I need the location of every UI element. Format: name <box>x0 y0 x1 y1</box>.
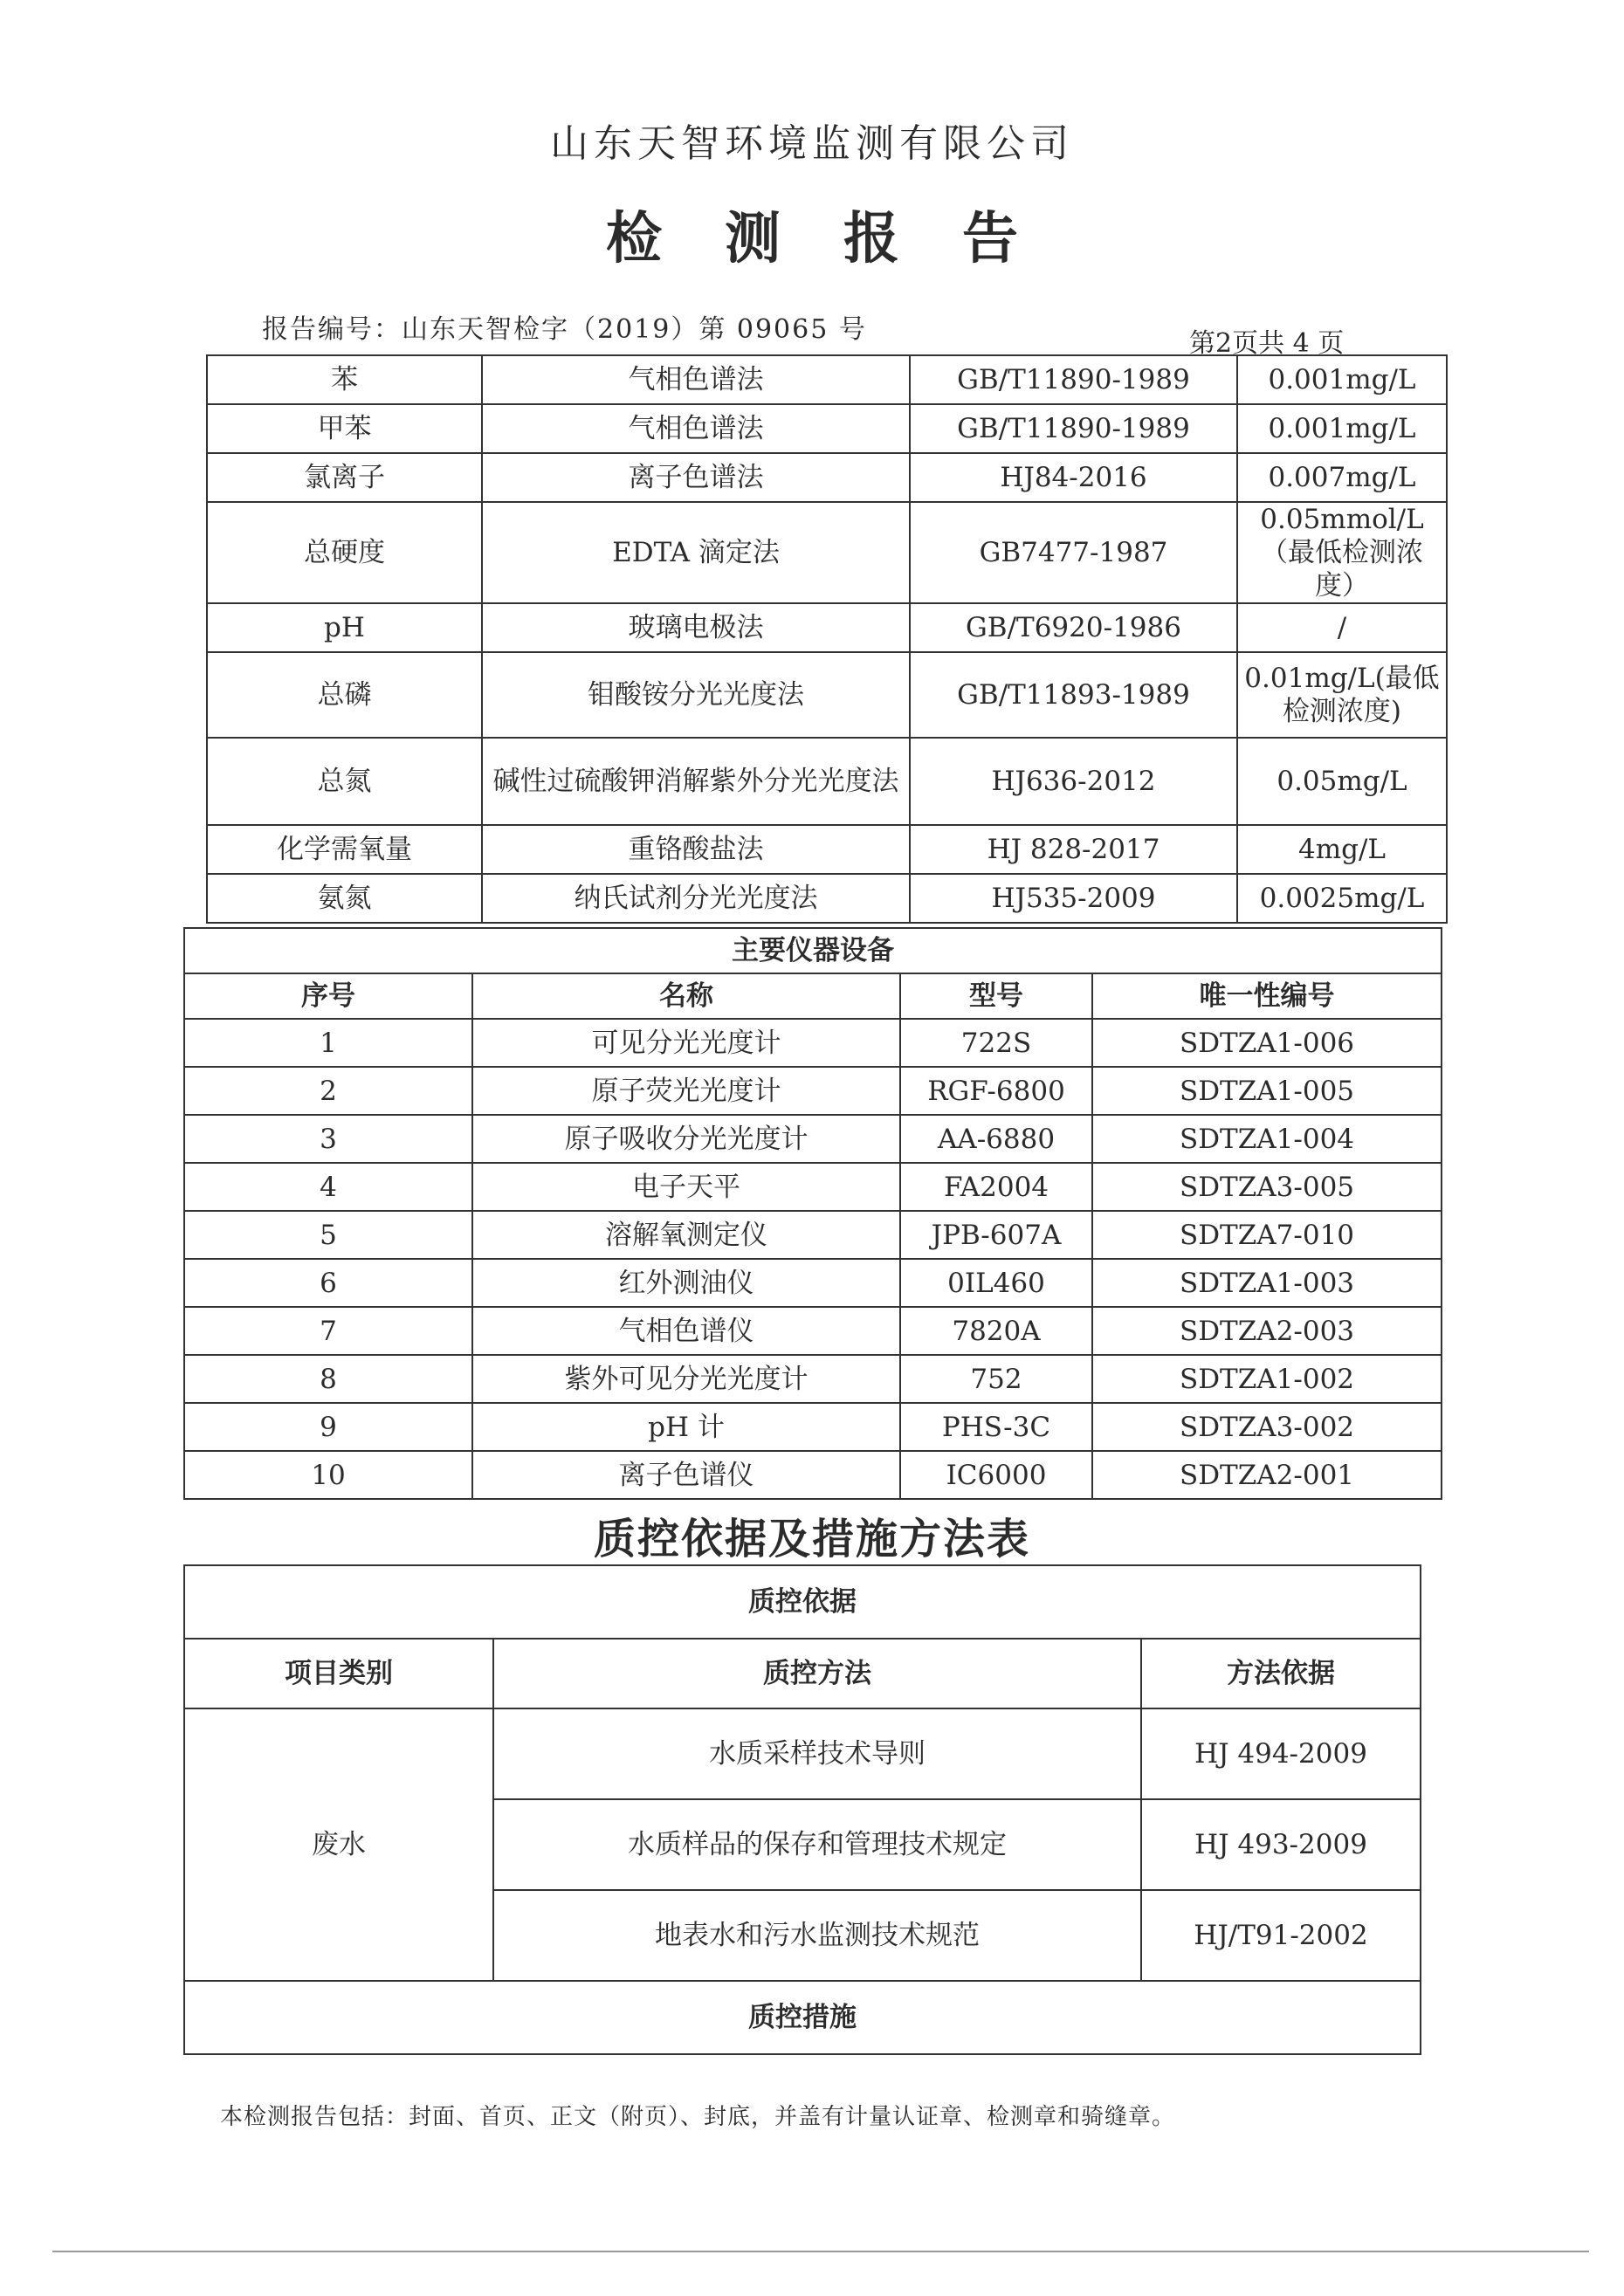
detection-limit-cell: / <box>1237 603 1447 652</box>
analyte-cell: 氯离子 <box>207 453 482 502</box>
analyte-cell: 氨氮 <box>207 874 482 923</box>
equipment-row <box>184 1067 1442 1115</box>
equipment-model-cell: AA-6880 <box>900 1115 1092 1163</box>
method-cell: 气相色谱法 <box>482 404 910 453</box>
detection-limit-cell: 0.001mg/L <box>1237 404 1447 453</box>
analyte-cell: 总氮 <box>207 738 482 825</box>
detection-limit-cell: 0.05mg/L <box>1237 738 1447 825</box>
qc-method-cell: 水质采样技术导则 <box>493 1708 1141 1799</box>
analyte-cell: 化学需氧量 <box>207 825 482 874</box>
standard-cell: HJ535-2009 <box>910 874 1237 923</box>
equipment-row <box>184 1403 1442 1451</box>
equipment-row <box>184 1163 1442 1211</box>
standard-cell: HJ636-2012 <box>910 738 1237 825</box>
qc-measures-header: 质控措施 <box>184 1981 1421 2054</box>
qc-basis-cell: HJ 493-2009 <box>1141 1799 1421 1890</box>
method-cell: 钼酸铵分光光度法 <box>482 652 910 738</box>
qc-header-cell: 质控方法 <box>493 1639 1141 1708</box>
equipment-id-cell: SDTZA1-002 <box>1092 1355 1442 1403</box>
equipment-model-cell: IC6000 <box>900 1451 1092 1499</box>
equipment-row <box>184 1211 1442 1259</box>
page-number: 第2页共 4 页 <box>1189 328 1345 359</box>
equipment-model-cell: RGF-6800 <box>900 1067 1092 1115</box>
equipment-row <box>184 1019 1442 1067</box>
document-title: 检测报告 <box>606 206 1081 272</box>
equipment-id-cell: SDTZA3-002 <box>1092 1403 1442 1451</box>
equipment-index-cell: 4 <box>184 1163 472 1211</box>
method-row <box>207 825 1447 874</box>
qc-table <box>183 1564 1421 2055</box>
qc-basis-header: 质控依据 <box>184 1565 1421 1639</box>
equipment-model-cell: 0IL460 <box>900 1259 1092 1307</box>
equipment-id-cell: SDTZA1-005 <box>1092 1067 1442 1115</box>
method-row <box>207 453 1447 502</box>
equipment-row <box>184 1259 1442 1307</box>
detection-limit-cell: 0.007mg/L <box>1237 453 1447 502</box>
report-footnote: 本检测报告包括：封面、首页、正文（附页）、封底，并盖有计量认证章、检测章和骑缝章。 <box>220 2104 1176 2130</box>
equipment-id-cell: SDTZA1-004 <box>1092 1115 1442 1163</box>
equipment-index-cell: 6 <box>184 1259 472 1307</box>
equipment-model-cell: JPB-607A <box>900 1211 1092 1259</box>
equipment-id-cell: SDTZA2-001 <box>1092 1451 1442 1499</box>
analyte-cell: 甲苯 <box>207 404 482 453</box>
qc-row <box>184 1708 1421 1799</box>
equipment-header-cell: 型号 <box>900 973 1092 1019</box>
equipment-index-cell: 9 <box>184 1403 472 1451</box>
qc-basis-cell: HJ 494-2009 <box>1141 1708 1421 1799</box>
equipment-index-cell: 8 <box>184 1355 472 1403</box>
equipment-index-cell: 3 <box>184 1115 472 1163</box>
method-row <box>207 874 1447 923</box>
equipment-header-cell: 序号 <box>184 973 472 1019</box>
equipment-index-cell: 5 <box>184 1211 472 1259</box>
method-cell: 气相色谱法 <box>482 355 910 404</box>
standard-cell: GB/T11890-1989 <box>910 355 1237 404</box>
qc-method-cell: 地表水和污水监测技术规范 <box>493 1890 1141 1981</box>
method-row <box>207 652 1447 738</box>
detection-limit-cell: 0.05mmol/L（最低检测浓度） <box>1237 502 1447 603</box>
equipment-id-cell: SDTZA3-005 <box>1092 1163 1442 1211</box>
analyte-cell: pH <box>207 603 482 652</box>
method-row <box>207 404 1447 453</box>
equipment-row <box>184 1355 1442 1403</box>
standard-cell: GB/T6920-1986 <box>910 603 1237 652</box>
method-row <box>207 502 1447 603</box>
equipment-row <box>184 1451 1442 1499</box>
equipment-name-cell: pH 计 <box>472 1403 900 1451</box>
equipment-row <box>184 1307 1442 1355</box>
equipment-name-cell: 气相色谱仪 <box>472 1307 900 1355</box>
standard-cell: HJ84-2016 <box>910 453 1237 502</box>
method-row <box>207 603 1447 652</box>
equipment-name-cell: 原子荧光光度计 <box>472 1067 900 1115</box>
detection-limit-cell: 0.0025mg/L <box>1237 874 1447 923</box>
analyte-cell: 总硬度 <box>207 502 482 603</box>
qc-header-cell: 项目类别 <box>184 1639 493 1708</box>
equipment-name-cell: 可见分光光度计 <box>472 1019 900 1067</box>
equipment-index-cell: 2 <box>184 1067 472 1115</box>
equipment-id-cell: SDTZA2-003 <box>1092 1307 1442 1355</box>
equipment-name-cell: 紫外可见分光光度计 <box>472 1355 900 1403</box>
methods-table <box>206 354 1448 924</box>
analyte-cell: 总磷 <box>207 652 482 738</box>
equipment-section-title: 主要仪器设备 <box>184 928 1442 973</box>
page-bottom-rule <box>52 2251 1589 2252</box>
report-number: 报告编号：山东天智检字（2019）第 09065 号 <box>262 314 867 345</box>
method-row <box>207 355 1447 404</box>
qc-basis-cell: HJ/T91-2002 <box>1141 1890 1421 1981</box>
equipment-model-cell: 7820A <box>900 1307 1092 1355</box>
method-cell: 离子色谱法 <box>482 453 910 502</box>
equipment-index-cell: 1 <box>184 1019 472 1067</box>
equipment-name-cell: 电子天平 <box>472 1163 900 1211</box>
qc-table-title: 质控依据及措施方法表 <box>593 1515 1030 1564</box>
standard-cell: GB7477-1987 <box>910 502 1237 603</box>
equipment-id-cell: SDTZA1-003 <box>1092 1259 1442 1307</box>
equipment-name-cell: 原子吸收分光光度计 <box>472 1115 900 1163</box>
qc-method-cell: 水质样品的保存和管理技术规定 <box>493 1799 1141 1890</box>
detection-limit-cell: 0.01mg/L(最低检测浓度) <box>1237 652 1447 738</box>
equipment-index-cell: 10 <box>184 1451 472 1499</box>
equipment-name-cell: 红外测油仪 <box>472 1259 900 1307</box>
equipment-header-cell: 名称 <box>472 973 900 1019</box>
equipment-name-cell: 离子色谱仪 <box>472 1451 900 1499</box>
equipment-model-cell: 752 <box>900 1355 1092 1403</box>
company-name: 山东天智环境监测有限公司 <box>550 121 1074 166</box>
equipment-model-cell: 722S <box>900 1019 1092 1067</box>
method-cell: EDTA 滴定法 <box>482 502 910 603</box>
equipment-id-cell: SDTZA7-010 <box>1092 1211 1442 1259</box>
qc-category-cell: 废水 <box>184 1708 493 1981</box>
equipment-table <box>183 927 1442 1500</box>
equipment-model-cell: FA2004 <box>900 1163 1092 1211</box>
qc-header-cell: 方法依据 <box>1141 1639 1421 1708</box>
standard-cell: GB/T11890-1989 <box>910 404 1237 453</box>
standard-cell: GB/T11893-1989 <box>910 652 1237 738</box>
equipment-header-cell: 唯一性编号 <box>1092 973 1442 1019</box>
method-cell: 碱性过硫酸钾消解紫外分光光度法 <box>482 738 910 825</box>
method-cell: 重铬酸盐法 <box>482 825 910 874</box>
equipment-index-cell: 7 <box>184 1307 472 1355</box>
detection-limit-cell: 0.001mg/L <box>1237 355 1447 404</box>
equipment-header-row <box>184 973 1442 1019</box>
method-cell: 玻璃电极法 <box>482 603 910 652</box>
standard-cell: HJ 828-2017 <box>910 825 1237 874</box>
equipment-id-cell: SDTZA1-006 <box>1092 1019 1442 1067</box>
method-row <box>207 738 1447 825</box>
equipment-name-cell: 溶解氧测定仪 <box>472 1211 900 1259</box>
equipment-row <box>184 1115 1442 1163</box>
equipment-model-cell: PHS-3C <box>900 1403 1092 1451</box>
method-cell: 纳氏试剂分光光度法 <box>482 874 910 923</box>
detection-limit-cell: 4mg/L <box>1237 825 1447 874</box>
qc-header-row <box>184 1639 1421 1708</box>
analyte-cell: 苯 <box>207 355 482 404</box>
